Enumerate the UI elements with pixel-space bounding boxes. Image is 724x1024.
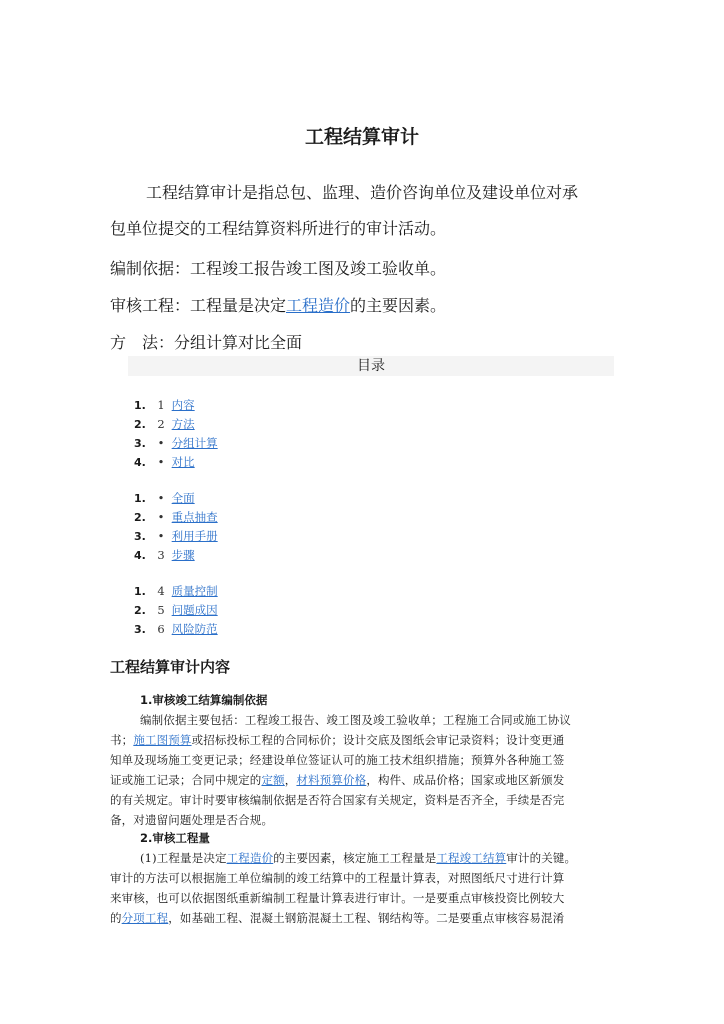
toc-link-causes[interactable]: 问题成因 bbox=[171, 603, 218, 617]
text: 审计的关键。 bbox=[506, 851, 577, 865]
basis-line: 编制依据：工程竣工报告竣工图及竣工验收单。 bbox=[110, 259, 447, 278]
toc-index: 5 bbox=[157, 603, 165, 617]
toc-number: 4. bbox=[134, 456, 146, 469]
method-line: 方 法：分组计算对比全面 bbox=[110, 333, 303, 352]
toc-item[interactable] bbox=[134, 547, 195, 563]
toc-bullet: • bbox=[157, 510, 165, 524]
intro-line-1: 工程结算审计是指总包、监理、造价咨询单位及建设单位对承 bbox=[146, 183, 579, 202]
intro-line-2: 包单位提交的工程结算资料所进行的审计活动。 bbox=[110, 219, 447, 238]
toc-bullet: • bbox=[157, 491, 165, 505]
toc-number: 1. bbox=[134, 492, 146, 505]
text: 的主要因素，核定施工工程量是 bbox=[273, 851, 437, 865]
link-engineering-cost-2[interactable]: 工程造价 bbox=[226, 851, 274, 865]
toc-number: 1. bbox=[134, 585, 146, 598]
link-engineering-cost[interactable]: 工程造价 bbox=[286, 296, 351, 315]
toc-item[interactable] bbox=[134, 435, 218, 451]
subheading-basis: 1.审核竣工结算编制依据 bbox=[140, 693, 268, 707]
toc-link-full[interactable]: 全面 bbox=[171, 491, 195, 505]
para1-line-3: 知单及现场施工变更记录；经建设单位签证认可的施工技术组织措施；预算外各种施工签 bbox=[110, 753, 565, 767]
section-heading: 工程结算审计内容 bbox=[110, 658, 231, 676]
toc-item[interactable] bbox=[134, 621, 218, 637]
para1-line-4 bbox=[110, 772, 564, 788]
toc-heading: 目录 bbox=[128, 356, 614, 376]
para1-line-6: 备，对遗留问题处理是否合规。 bbox=[110, 813, 274, 827]
toc-item[interactable] bbox=[134, 416, 195, 432]
toc-item[interactable] bbox=[134, 602, 218, 618]
para2-line-3: 来审核，也可以依据图纸重新编制工程量计算表进行审计。一是要重点审核投资比例较大 bbox=[110, 891, 565, 905]
toc-item[interactable] bbox=[134, 509, 218, 525]
toc-link-method[interactable]: 方法 bbox=[171, 417, 195, 431]
toc-index: 3 bbox=[157, 548, 165, 562]
toc-link-compare[interactable]: 对比 bbox=[171, 455, 195, 469]
para2-line-1 bbox=[140, 850, 576, 866]
toc-index: 6 bbox=[157, 622, 165, 636]
toc-number: 3. bbox=[134, 437, 146, 450]
toc-index: 2 bbox=[157, 417, 165, 431]
text: 书； bbox=[110, 733, 134, 747]
link-quota[interactable]: 定额 bbox=[261, 773, 285, 787]
para2-line-4 bbox=[110, 910, 564, 926]
toc-item[interactable] bbox=[134, 397, 195, 413]
toc-item[interactable] bbox=[134, 454, 195, 470]
toc-link-content[interactable]: 内容 bbox=[171, 398, 195, 412]
text: ，如基础工程、混凝土钢筋混凝土工程、钢结构等。二是要重点审核容易混淆 bbox=[168, 911, 565, 925]
para1-line-2 bbox=[110, 732, 564, 748]
review-line bbox=[110, 293, 446, 316]
toc-number: 2. bbox=[134, 418, 146, 431]
link-sub-project[interactable]: 分项工程 bbox=[121, 911, 169, 925]
toc-number: 2. bbox=[134, 604, 146, 617]
toc-number: 1. bbox=[134, 399, 146, 412]
toc-link-spot-check[interactable]: 重点抽查 bbox=[171, 510, 218, 524]
toc-item[interactable] bbox=[134, 490, 195, 506]
para2-line-2: 审计的方法可以根据施工单位编制的竣工结算中的工程量计算表，对照图纸尺寸进行计算 bbox=[110, 871, 565, 885]
toc-link-handbook[interactable]: 利用手册 bbox=[171, 529, 218, 543]
toc-link-risk[interactable]: 风险防范 bbox=[171, 622, 218, 636]
toc-item[interactable] bbox=[134, 528, 218, 544]
toc-bullet: • bbox=[157, 529, 165, 543]
toc-link-quality[interactable]: 质量控制 bbox=[171, 584, 218, 598]
page-title: 工程结算审计 bbox=[304, 126, 419, 148]
subheading-quantity: 2.审核工程量 bbox=[140, 831, 210, 845]
toc-link-steps[interactable]: 步骤 bbox=[171, 548, 195, 562]
text: 或招标投标工程的合同标价；设计交底及图纸会审记录资料；设计变更通 bbox=[191, 733, 565, 747]
toc-index: 1 bbox=[157, 398, 165, 412]
toc-bullet: • bbox=[157, 455, 165, 469]
link-completion-settlement[interactable]: 工程竣工结算 bbox=[436, 851, 507, 865]
review-text-post: 的主要因素。 bbox=[350, 296, 447, 315]
text: 证或施工记录；合同中规定的 bbox=[110, 773, 262, 787]
toc-item[interactable] bbox=[134, 583, 218, 599]
review-text-pre: 审核工程：工程量是决定 bbox=[110, 296, 287, 315]
para1-line-1: 编制依据主要包括：工程竣工报告、竣工图及竣工验收单；工程施工合同或施工协议 bbox=[140, 713, 572, 727]
link-material-price[interactable]: 材料预算价格 bbox=[296, 773, 367, 787]
toc-number: 3. bbox=[134, 623, 146, 636]
toc-bullet: • bbox=[157, 436, 165, 450]
text: 的 bbox=[110, 911, 122, 925]
toc-number: 4. bbox=[134, 549, 146, 562]
text: ， bbox=[284, 773, 297, 787]
toc-number: 3. bbox=[134, 530, 146, 543]
link-construction-budget[interactable]: 施工图预算 bbox=[133, 733, 192, 747]
toc-link-group-calc[interactable]: 分组计算 bbox=[171, 436, 218, 450]
text: (1)工程量是决定 bbox=[140, 851, 227, 865]
text: ，构件、成品价格；国家或地区新颁发 bbox=[366, 773, 565, 787]
toc-number: 2. bbox=[134, 511, 146, 524]
para1-line-5: 的有关规定。审计时要审核编制依据是否符合国家有关规定，资料是否齐全，手续是否完 bbox=[110, 793, 565, 807]
toc-index: 4 bbox=[157, 584, 165, 598]
